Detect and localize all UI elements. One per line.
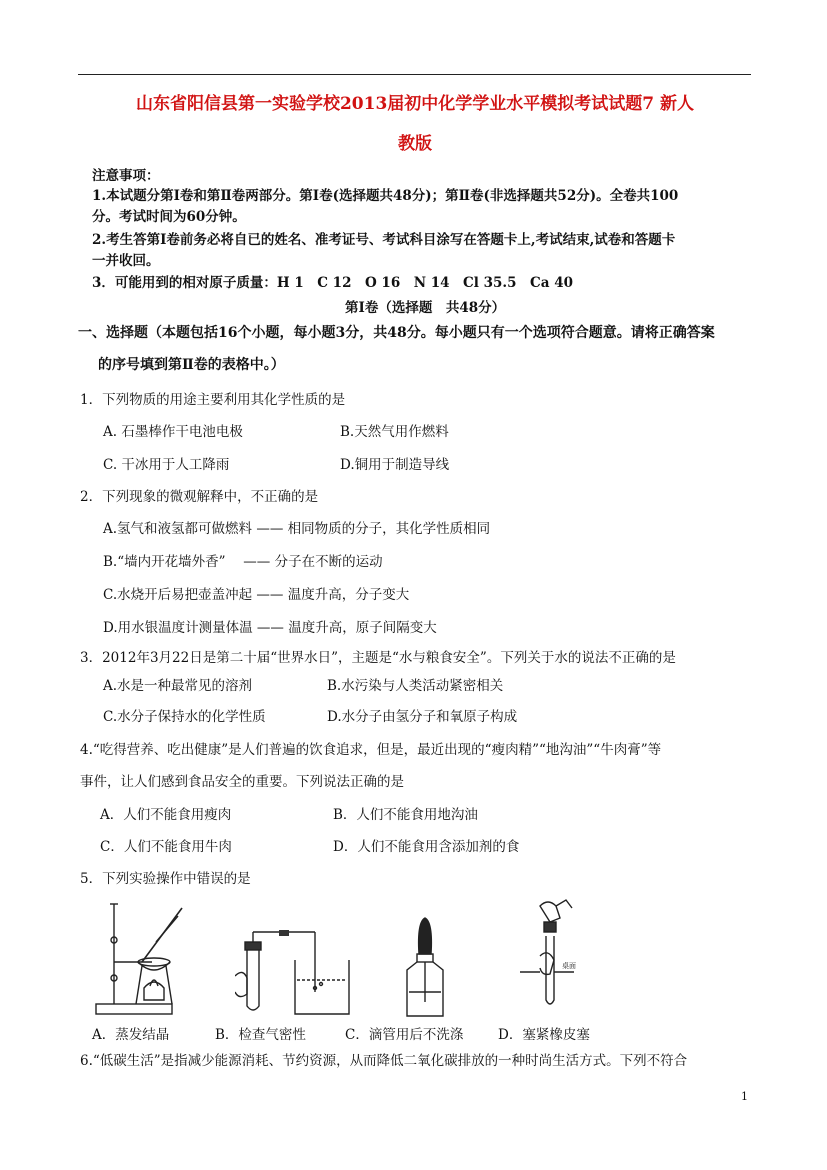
dropper-bottle-figure (395, 916, 455, 1020)
q5-option-c: C．滴管用后不洗涤 (345, 1027, 464, 1043)
q3-option-c: C.水分子保持水的化学性质 (103, 709, 266, 725)
part1-heading: 第Ⅰ卷（选择题 共48分） (345, 300, 506, 316)
airtightness-check-figure (235, 930, 405, 1020)
q1-option-c: C. 干冰用于人工降雨 (103, 457, 230, 473)
q4-option-c: C．人们不能食用牛肉 (100, 839, 232, 855)
note-1a: 1.本试题分第Ⅰ卷和第Ⅱ卷两部分。第Ⅰ卷(选择题共48分)；第Ⅱ卷(非选择题共52分)。全卷共100 (92, 188, 679, 204)
exam-title-line1: 山东省阳信县第一实验学校2013届初中化学学业水平模拟考试试题7 新人 (135, 94, 695, 114)
note-1b: 分。考试时间为60分钟。 (92, 209, 246, 225)
q5-option-d: D．塞紧橡皮塞 (498, 1027, 590, 1043)
q1-stem: 1．下列物质的用途主要利用其化学性质的是 (80, 392, 346, 408)
notes-heading: 注意事项： (92, 168, 160, 184)
q2-option-d: D.用水银温度计测量体温 —— 温度升高，原子间隔变大 (103, 620, 437, 636)
q2-option-b: B.“墙内开花墙外香” —— 分子在不断的运动 (103, 554, 383, 570)
q4-option-d: D．人们不能食用含添加剂的食 (333, 839, 520, 855)
exam-title-line2: 教版 (398, 134, 432, 154)
table-label: 桌面 (562, 962, 576, 970)
q3-stem: 3．2012年3月22日是第二十届“世界水日”，主题是“水与粮食安全”。下列关于水的说法不正确的是 (80, 650, 676, 666)
q1-option-b: B.天然气用作燃料 (340, 424, 449, 440)
q2-option-a: A.氢气和液氢都可做燃料 —— 相同物质的分子，其化学性质相同 (103, 521, 491, 537)
q5-option-b: B．检查气密性 (215, 1027, 306, 1043)
q4-stem-line1: 4.“吃得营养、吃出健康”是人们普遍的饮食追求，但是，最近出现的“瘦肉精”“地沟油”“牛肉膏”等 (80, 742, 662, 758)
page-number: 1 (741, 1090, 748, 1103)
note-3: 3．可能用到的相对原子质量：H 1 C 12 O 16 N 14 Cl 35.5 Ca 40 (92, 275, 573, 291)
q3-option-b: B.水污染与人类活动紧密相关 (327, 678, 504, 694)
q5-figures (90, 896, 750, 1022)
q1-option-a: A. 石墨棒作干电池电极 (103, 424, 243, 440)
q5-option-a: A．蒸发结晶 (92, 1027, 170, 1043)
q1-option-d: D.铜用于制造导线 (340, 457, 450, 473)
evaporation-apparatus-figure (92, 900, 202, 1020)
header-rule (78, 74, 751, 75)
q3-option-d: D.水分子由氢分子和氧原子构成 (327, 709, 518, 725)
q4-stem-line2: 事件，让人们感到食品安全的重要。下列说法正确的是 (80, 774, 404, 790)
q4-option-b: B．人们不能食用地沟油 (333, 807, 478, 823)
q4-option-a: A．人们不能食用瘦肉 (100, 807, 232, 823)
note-2b: 一并收回。 (92, 253, 160, 269)
section1-line1: 一、选择题（本题包括16个小题，每小题3分，共48分。每小题只有一个选项符合题意。请将正确答案 (78, 325, 715, 341)
section1-line2: 的序号填到第Ⅱ卷的表格中。） (98, 357, 285, 373)
stopper-insertion-figure (520, 896, 600, 1020)
q6-stem: 6.“低碳生活”是指减少能源消耗、节约资源，从而降低二氧化碳排放的一种时尚生活方式。下列不符合 (80, 1053, 688, 1069)
q3-option-a: A.水是一种最常见的溶剂 (103, 678, 253, 694)
note-2a: 2.考生答第Ⅰ卷前务必将自已的姓名、准考证号、考试科目涂写在答题卡上,考试结束,试卷和答题卡 (92, 232, 676, 248)
q2-stem: 2．下列现象的微观解释中，不正确的是 (80, 489, 319, 505)
q2-option-c: C.水烧开后易把壶盖冲起 —— 温度升高，分子变大 (103, 587, 410, 603)
q5-stem: 5．下列实验操作中错误的是 (80, 871, 251, 887)
